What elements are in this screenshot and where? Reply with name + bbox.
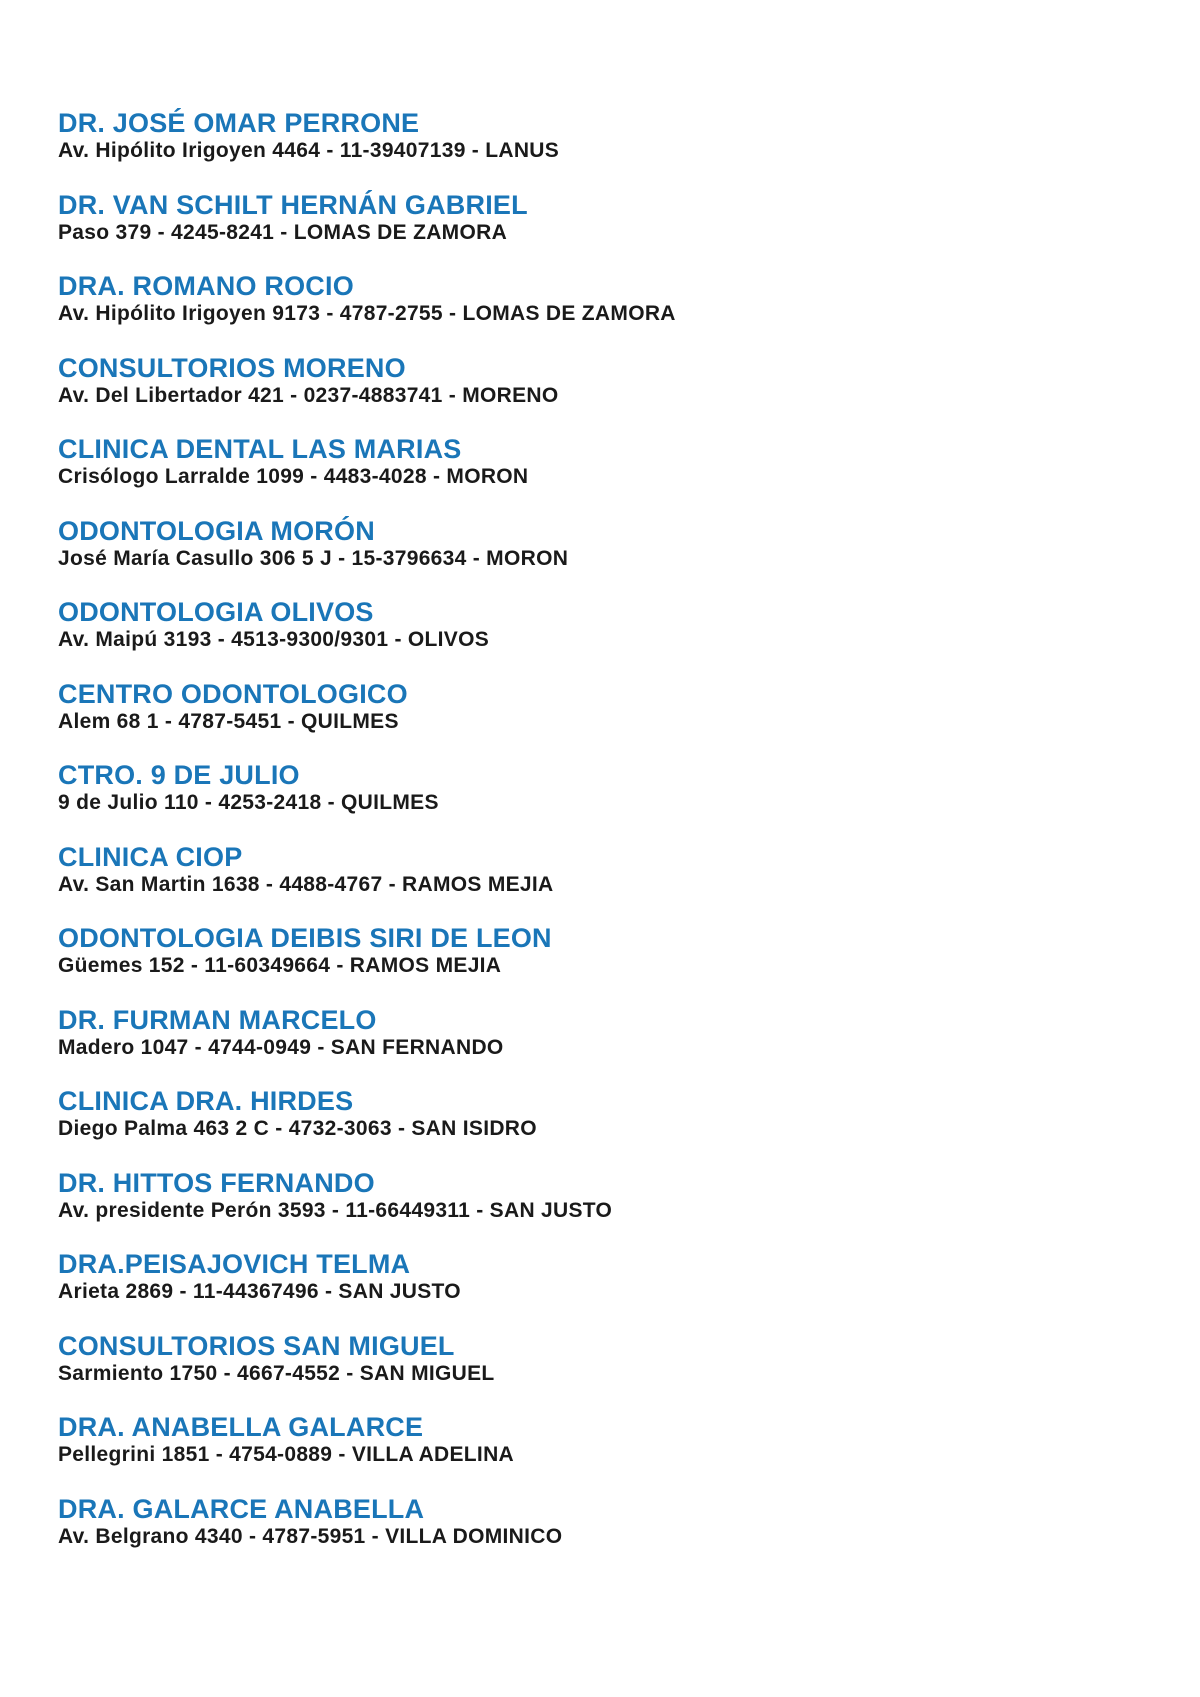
directory-entry [58,271,1138,353]
directory-entry [58,1331,1138,1413]
directory-entry [58,1249,1138,1331]
directory-entry [58,760,1138,842]
entry-details: Av. Maipú 3193 - 4513-9300/9301 - OLIVOS [58,628,490,651]
entry-name: DR. JOSÉ OMAR PERRONE [58,108,420,138]
entry-name: DRA. ROMANO ROCIO [58,271,354,301]
dental-directory-list [58,108,1138,1575]
entry-details: Av. San Martin 1638 - 4488-4767 - RAMOS MEJIA [58,872,554,896]
directory-entry [58,434,1138,516]
entry-name: CLINICA DENTAL LAS MARIAS [58,434,462,464]
entry-name: CLINICA DRA. HIRDES [58,1086,354,1116]
entry-name: DRA.PEISAJOVICH TELMA [58,1249,411,1279]
directory-entry [58,1494,1138,1576]
directory-entry [58,1086,1138,1168]
entry-name: ODONTOLOGIA DEIBIS SIRI DE LEON [58,923,552,953]
directory-entry [58,923,1138,1005]
directory-entry [58,1168,1138,1250]
entry-details: Arieta 2869 - 11-44367496 - SAN JUSTO [58,1280,461,1303]
entry-details: 9 de Julio 110 - 4253-2418 - QUILMES [58,791,439,814]
entry-name: DRA. ANABELLA GALARCE [58,1412,424,1442]
entry-details: Av. presidente Perón 3593 - 11-66449311 - SAN JUSTO [58,1198,613,1222]
entry-details: Av. Del Libertador 421 - 0237-4883741 - MORENO [58,383,559,407]
entry-details: Av. Hipólito Irigoyen 4464 - 11-39407139 - LANUS [58,139,560,162]
entry-name: DR. HITTOS FERNANDO [58,1167,375,1198]
entry-details: Güemes 152 - 11-60349664 - RAMOS MEJIA [58,954,502,977]
directory-entry [58,353,1138,435]
entry-name: ODONTOLOGIA OLIVOS [58,597,374,627]
entry-name: DRA. GALARCE ANABELLA [58,1493,425,1524]
directory-entry [58,190,1138,272]
directory-entry [58,679,1138,761]
entry-name: CLINICA CIOP [58,841,243,872]
entry-name: CONSULTORIOS MORENO [58,352,406,383]
directory-entry [58,516,1138,598]
entry-details: Pellegrini 1851 - 4754-0889 - VILLA ADELINA [58,1443,515,1466]
entry-name: ODONTOLOGIA MORÓN [58,515,375,546]
directory-entry [58,108,1138,190]
entry-details: Sarmiento 1750 - 4667-4552 - SAN MIGUEL [58,1361,495,1385]
entry-details: Paso 379 - 4245-8241 - LOMAS DE ZAMORA [58,220,508,244]
entry-details: Av. Hipólito Irigoyen 9173 - 4787-2755 - LOMAS DE ZAMORA [58,302,676,325]
entry-details: José María Casullo 306 5 J - 15-3796634 - MORON [58,546,569,570]
entry-name: CTRO. 9 DE JULIO [58,760,300,790]
entry-name: CONSULTORIOS SAN MIGUEL [58,1330,455,1361]
directory-entry [58,1005,1138,1087]
directory-entry [58,842,1138,924]
entry-details: Av. Belgrano 4340 - 4787-5951 - VILLA DOMINICO [58,1524,563,1548]
entry-details: Alem 68 1 - 4787-5451 - QUILMES [58,709,399,733]
directory-entry [58,597,1138,679]
entry-name: CENTRO ODONTOLOGICO [58,678,408,709]
entry-details: Crisólogo Larralde 1099 - 4483-4028 - MORON [58,465,529,488]
entry-details: Madero 1047 - 4744-0949 - SAN FERNANDO [58,1035,504,1059]
entry-name: DR. VAN SCHILT HERNÁN GABRIEL [58,189,528,220]
entry-name: DR. FURMAN MARCELO [58,1004,377,1035]
entry-details: Diego Palma 463 2 C - 4732-3063 - SAN ISIDRO [58,1117,537,1140]
directory-entry [58,1412,1138,1494]
